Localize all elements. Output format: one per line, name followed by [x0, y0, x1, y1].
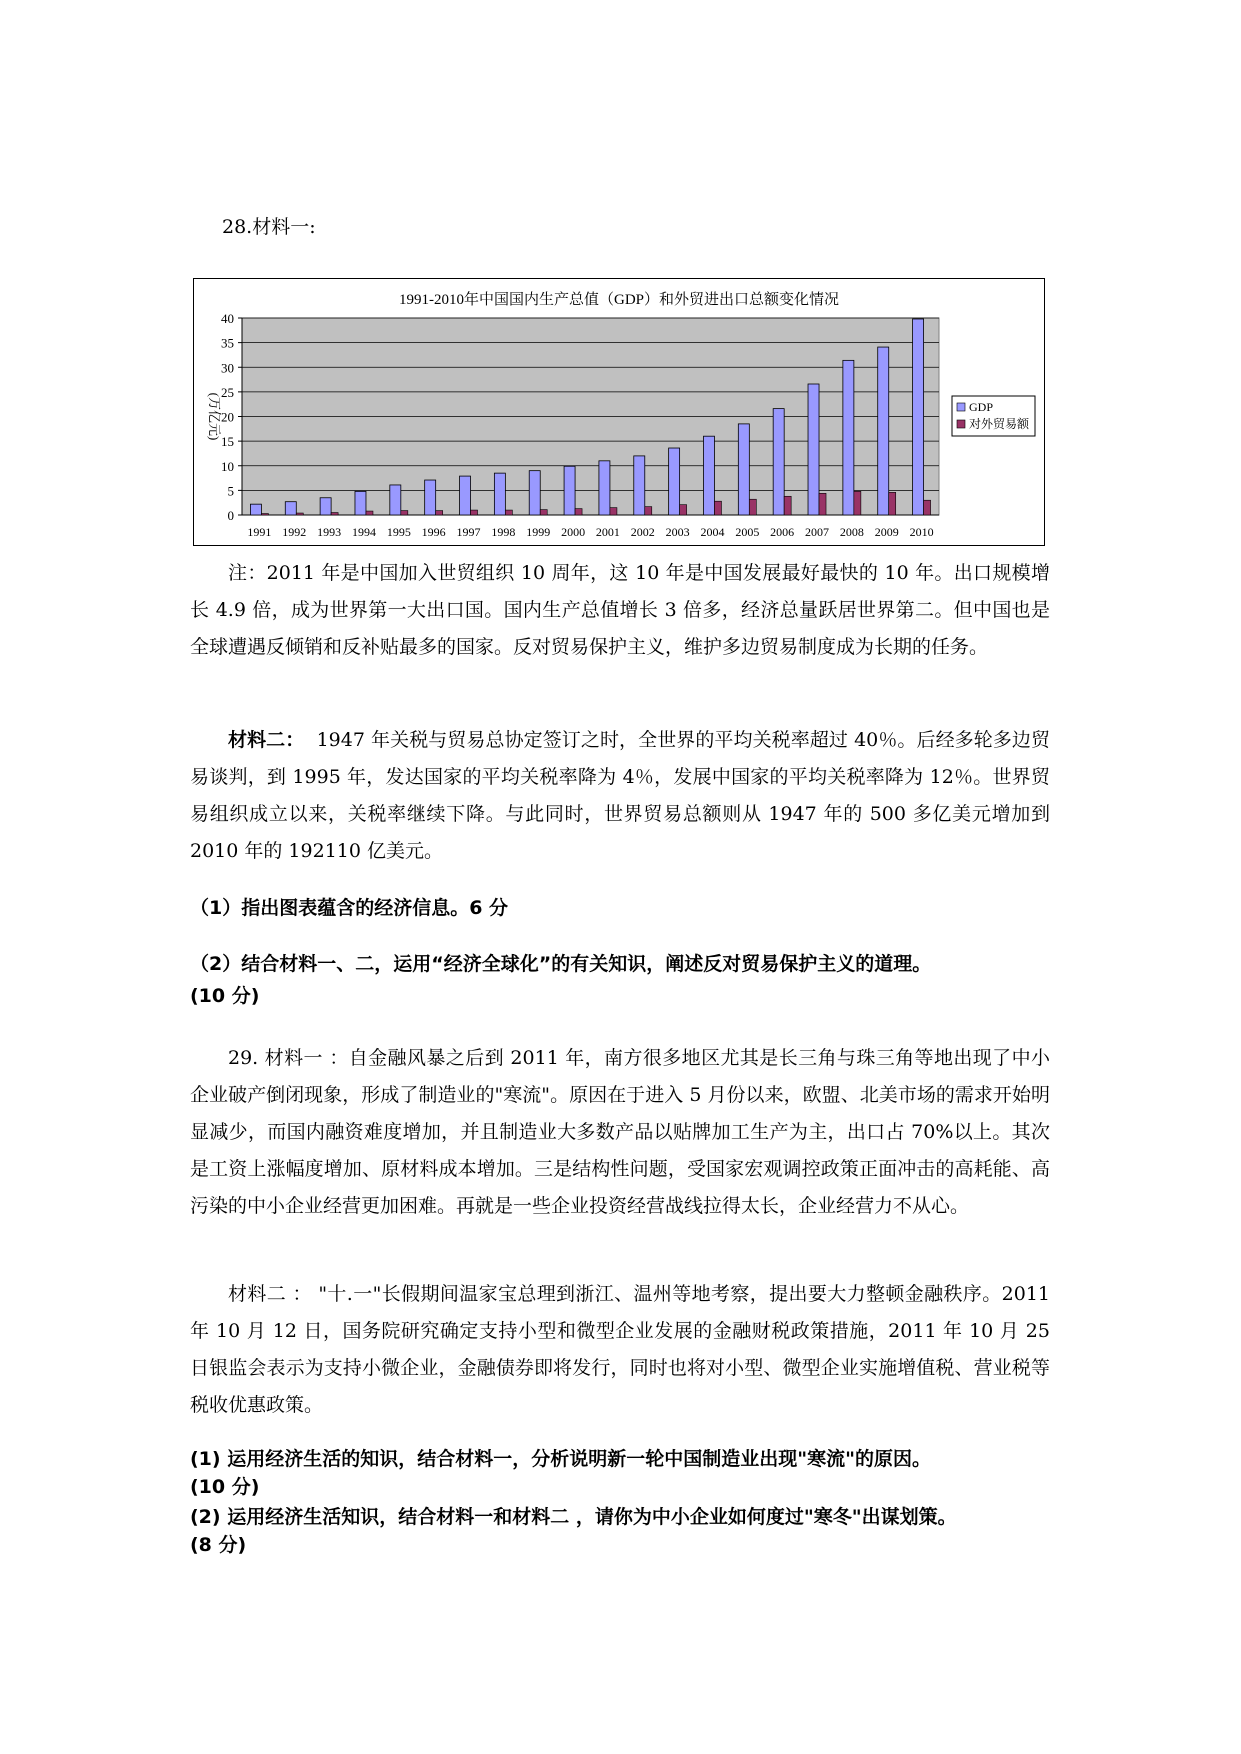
- bar-trade-2006: [784, 496, 791, 515]
- x-tick-label: 1991: [247, 525, 272, 539]
- legend-label: 对外贸易额: [969, 417, 1030, 431]
- bar-trade-1996: [436, 511, 443, 515]
- bar-gdp-1996: [425, 480, 436, 515]
- y-tick-label: 5: [227, 483, 234, 499]
- q29-material2: [190, 1276, 1050, 1424]
- y-axis-label: (万亿元): [207, 392, 222, 441]
- q29-question2-line1: (2) 运用经济生活知识，结合材料一和材料二 ，请你为中小企业如何度过"寒冬"出谋划策。: [190, 1506, 957, 1528]
- q29-material1-text: 29. 材料一 ：自金融风暴之后到 2011 年，南方很多地区尤其是长三角与珠三角等地出现了中小企业破产倒闭现象，形成了制造业的"寒流"。原因在于进入 5 月份以来，欧盟、北美市场的需求开始明显减少，而国内融资难度增加，并且制造业大多数产品以贴牌加工生产为主，出口占 70%以上。其次是工资上涨幅度增加、原材料成本增加。三是结构性问题，受国家宏观调控政策正面冲击的高耗能、高污染的中小企业经营更加困难。再就是一些企业投资经营战线拉得太长，企业经营力不从心。: [190, 1047, 1050, 1217]
- bar-trade-2007: [819, 493, 826, 515]
- bar-trade-2001: [610, 508, 617, 515]
- q28-question2: [190, 948, 1070, 1012]
- bar-trade-2008: [854, 491, 861, 515]
- bar-trade-2002: [645, 507, 652, 515]
- x-tick-label: 1994: [351, 525, 376, 539]
- bar-gdp-2004: [703, 436, 714, 515]
- x-tick-label: 2001: [595, 525, 620, 539]
- bar-trade-1998: [505, 510, 512, 515]
- bar-gdp-1997: [460, 476, 471, 515]
- q29-question1-line2: (10 分): [190, 1476, 260, 1498]
- bar-trade-2009: [889, 492, 896, 515]
- q28-material2-label: 材料二：: [228, 729, 305, 751]
- chart-title: 1991-2010年中国国内生产总值（GDP）和外贸进出口总额变化情况: [398, 292, 840, 308]
- gdp-trade-chart: [193, 278, 1045, 546]
- bar-gdp-2000: [564, 466, 575, 515]
- bar-gdp-2005: [738, 424, 749, 515]
- q29-question2-line2: (8 分): [190, 1534, 247, 1556]
- q29-question2: [190, 1503, 1070, 1559]
- y-tick-label: 30: [221, 360, 234, 376]
- bar-gdp-1994: [355, 491, 366, 515]
- q29-question1: [190, 1445, 1070, 1501]
- bar-gdp-2001: [599, 461, 610, 515]
- x-tick-label: 2009: [874, 525, 899, 539]
- bar-trade-2005: [749, 499, 756, 515]
- bar-trade-1993: [331, 513, 338, 515]
- y-tick-label: 20: [221, 409, 234, 425]
- bar-trade-1994: [366, 511, 373, 515]
- bar-gdp-1999: [529, 471, 540, 515]
- bar-gdp-2008: [843, 360, 854, 515]
- q28-question1: [190, 892, 1070, 924]
- bar-gdp-2003: [669, 448, 680, 515]
- bar-gdp-2007: [808, 384, 819, 515]
- x-tick-label: 2007: [805, 525, 830, 539]
- bar-gdp-1998: [494, 473, 505, 515]
- bar-gdp-1993: [320, 498, 331, 515]
- x-tick-label: 1992: [282, 525, 307, 539]
- x-tick-label: 2006: [770, 525, 795, 539]
- x-tick-label: 1996: [421, 525, 446, 539]
- x-tick-label: 1995: [386, 525, 411, 539]
- q28-heading: 28.材料一:: [222, 216, 316, 238]
- x-tick-label: 2010: [909, 525, 934, 539]
- bar-trade-2010: [924, 500, 931, 515]
- q28-question2-line1: （2）结合材料一、二，运用“经济全球化”的有关知识，阐述反对贸易保护主义的道理。: [190, 953, 932, 975]
- q29-material1: [190, 1040, 1050, 1225]
- bar-trade-1997: [471, 510, 478, 515]
- bar-trade-1991: [261, 514, 268, 515]
- bar-gdp-2010: [913, 319, 924, 515]
- bar-trade-2000: [575, 509, 582, 515]
- q28-material2: [190, 722, 1050, 870]
- q28-question1-text: （1）指出图表蕴含的经济信息。6 分: [190, 897, 509, 919]
- chart-svg: [194, 279, 1044, 545]
- y-tick-label: 15: [221, 434, 234, 450]
- bar-gdp-1992: [285, 502, 296, 515]
- bar-gdp-2002: [634, 456, 645, 515]
- legend-label: GDP: [969, 400, 994, 414]
- x-tick-label: 1993: [317, 525, 342, 539]
- x-tick-label: 2000: [561, 525, 586, 539]
- bar-trade-1992: [296, 513, 303, 515]
- y-tick-label: 10: [221, 458, 234, 474]
- q28-note-text: 注：2011 年是中国加入世贸组织 10 周年，这 10 年是中国发展最好最快的 10 年。出口规模增长 4.9 倍，成为世界第一大出口国。国内生产总值增长 3 倍多，经济总量跃居世界第二。但中国也是全球遭遇反倾销和反补贴最多的国家。反对贸易保护主义，维护多边贸易制度成为长期的任务。: [190, 562, 1050, 658]
- q28-question2-line2: (10 分): [190, 985, 260, 1007]
- q28-material2-text: 1947 年关税与贸易总协定签订之时，全世界的平均关税率超过 40％。后经多轮多边贸易谈判，到 1995 年，发达国家的平均关税率降为 4％，发展中国家的平均关税率降为 12％。世界贸易组织成立以来，关税率继续下降。与此同时，世界贸易总额则从 1947 年的 500 多亿美元增加到 2010 年的 192110 亿美元。: [190, 729, 1050, 862]
- bar-gdp-2006: [773, 409, 784, 515]
- bar-gdp-1991: [250, 504, 261, 515]
- x-tick-label: 2003: [665, 525, 690, 539]
- bar-trade-2004: [714, 501, 721, 515]
- bar-trade-1999: [540, 510, 547, 515]
- bar-gdp-2009: [878, 347, 889, 515]
- x-tick-label: 1998: [491, 525, 516, 539]
- x-tick-label: 2005: [735, 525, 760, 539]
- x-tick-label: 2004: [700, 525, 725, 539]
- x-tick-label: 2002: [630, 525, 655, 539]
- bar-trade-1995: [401, 511, 408, 515]
- x-tick-label: 1997: [456, 525, 481, 539]
- legend-swatch: [957, 420, 965, 428]
- x-tick-label: 1999: [526, 525, 551, 539]
- q29-material2-text: 材料二 ： "十.一"长假期间温家宝总理到浙江、温州等地考察，提出要大力整顿金融秩序。2011 年 10 月 12 日，国务院研究确定支持小型和微型企业发展的金融财税政策措施，2011 年 10 月 25 日银监会表示为支持小微企业，金融债券即将发行，同时也将对小型、微型企业实施增值税、营业税等税收优惠政策。: [190, 1283, 1050, 1416]
- bar-trade-2003: [680, 505, 687, 515]
- y-tick-label: 35: [221, 335, 234, 351]
- y-tick-label: 0: [227, 508, 234, 523]
- y-tick-label: 40: [221, 311, 234, 326]
- bar-gdp-1995: [390, 485, 401, 515]
- q29-question1-line1: (1) 运用经济生活的知识，结合材料一，分析说明新一轮中国制造业出现"寒流"的原因。: [190, 1448, 932, 1470]
- x-tick-label: 2008: [839, 525, 864, 539]
- q28-note: [190, 555, 1050, 666]
- legend-swatch: [957, 403, 965, 411]
- y-tick-label: 25: [221, 384, 234, 400]
